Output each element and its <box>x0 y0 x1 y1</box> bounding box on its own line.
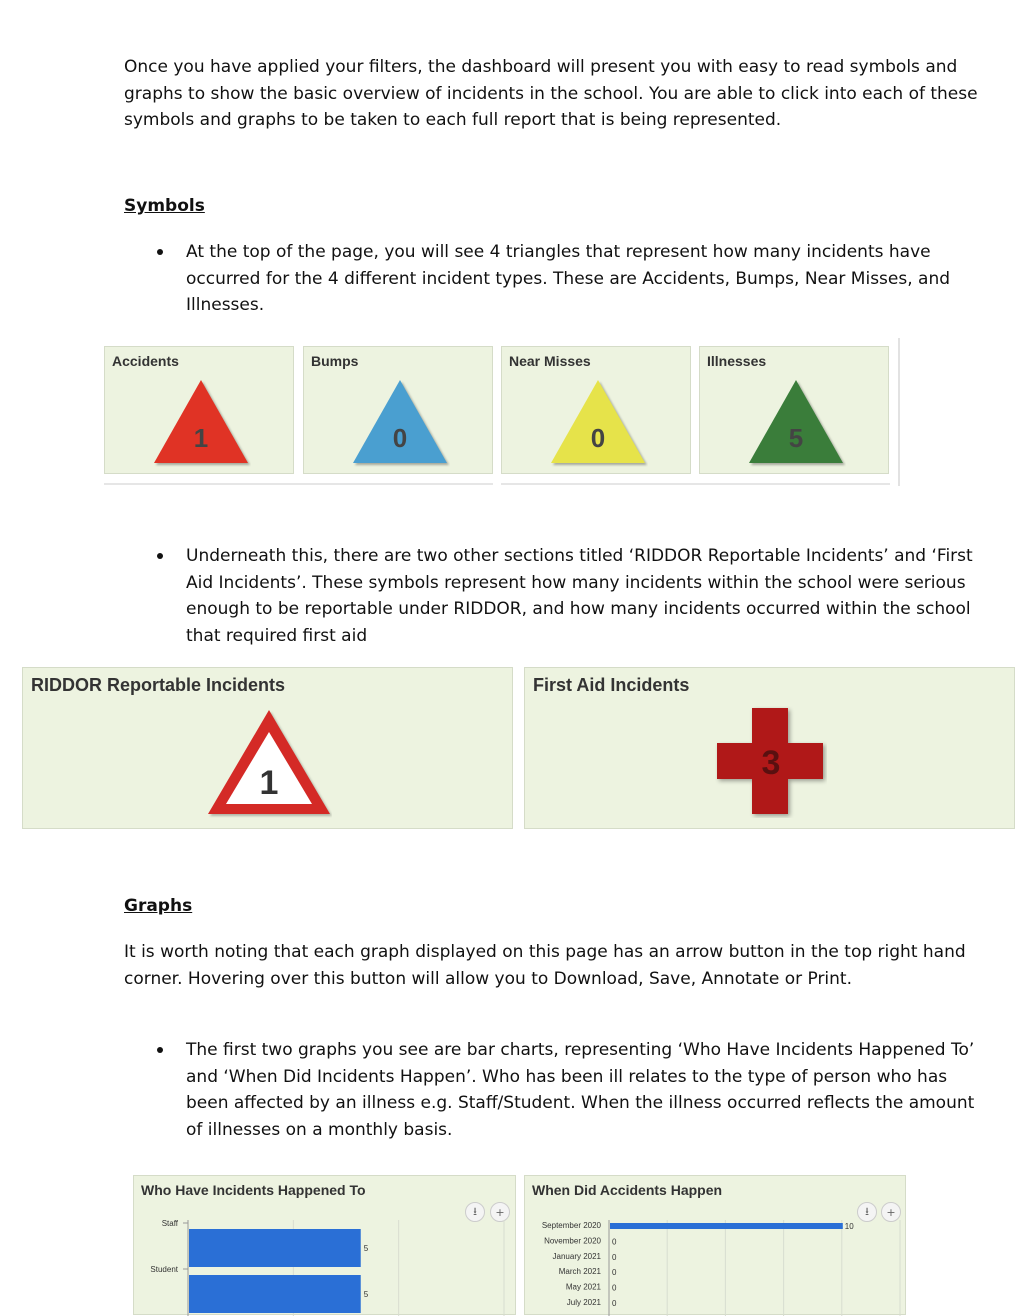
tick-label: Staff <box>161 1219 178 1228</box>
first-aid-panel[interactable] <box>524 667 1015 829</box>
tile-value: 1 <box>193 423 209 453</box>
data-label: 0 <box>612 1299 617 1308</box>
illnesses-tile[interactable] <box>699 346 889 474</box>
bar <box>610 1223 843 1229</box>
bullet-line: The first two graphs you see are bar charts, representing ‘Who Have Incidents Happened To’ <box>186 1040 975 1060</box>
bullet-line: Illnesses. <box>186 295 265 315</box>
tick-label: November 2020 <box>544 1236 601 1246</box>
tile-label: Illnesses <box>707 353 767 369</box>
bullet-line: enough to be reportable under RIDDOR, and how many incidents occurred within the school <box>186 599 971 619</box>
first-aid-title: First Aid Incidents <box>533 675 690 695</box>
tile-label: Accidents <box>112 353 179 369</box>
download-icon[interactable]: ⭳ <box>465 1202 485 1222</box>
near-misses-triangle-icon <box>548 377 648 467</box>
note-line: corner. Hovering over this button will allow you to Download, Save, Annotate or Print. <box>124 968 853 989</box>
tile-value: 0 <box>392 423 408 453</box>
bullet-line: that required first aid <box>186 625 368 646</box>
tile-label: Near Misses <box>509 353 591 369</box>
divider <box>501 483 890 485</box>
symbols-bullet-2 <box>186 543 973 649</box>
first-aid-cross-icon <box>715 706 827 818</box>
divider <box>104 483 493 485</box>
bullet-line: been affected by an illness e.g. Staff/Student. When the illness occurred reflects the amount <box>186 1093 975 1113</box>
bullet-line: At the top of the page, you will see 4 triangles that represent how many incidents have <box>186 242 931 262</box>
tick-label: May 2021 <box>565 1282 601 1292</box>
when-chart <box>525 1216 907 1316</box>
bullet-dot <box>157 1047 163 1053</box>
tick-label: March 2021 <box>558 1267 601 1277</box>
data-label: 0 <box>612 1237 617 1247</box>
warning-triangle-icon <box>206 708 332 818</box>
accidents-tile[interactable] <box>104 346 294 474</box>
intro-line: Once you have applied your filters, the dashboard will present you with easy to read symbols and <box>124 57 958 77</box>
chart-title: When Did Accidents Happen <box>532 1182 723 1198</box>
data-label: 5 <box>363 1244 369 1253</box>
data-label: 0 <box>612 1252 617 1262</box>
data-label: 5 <box>363 1290 369 1299</box>
riddor-value: 1 <box>259 764 279 802</box>
when-chart-panel[interactable] <box>524 1175 906 1315</box>
tick-label: July 2021 <box>566 1298 601 1307</box>
bullet-line: Aid Incidents’. These symbols represent how many incidents within the school were serious <box>186 572 966 593</box>
plus-icon[interactable]: + <box>881 1202 901 1222</box>
bullet-dot <box>157 553 163 559</box>
bullet-line: of illnesses on a monthly basis. <box>186 1119 453 1140</box>
riddor-panel[interactable] <box>22 667 513 829</box>
accidents-triangle-icon <box>151 377 251 467</box>
intro-paragraph <box>124 54 978 134</box>
data-label: 0 <box>612 1268 617 1278</box>
bullet-line: Underneath this, there are two other sections titled ‘RIDDOR Reportable Incidents’ and ‘First <box>186 546 973 566</box>
intro-line: graphs to show the basic overview of incidents in the school. You are able to click into each of these <box>124 83 978 104</box>
tile-value: 0 <box>590 423 606 453</box>
symbols-bullet-1 <box>186 239 950 319</box>
data-label: 10 <box>844 1222 854 1231</box>
download-icon[interactable]: ⭳ <box>857 1202 877 1222</box>
bullet-dot <box>157 249 163 255</box>
tick-label: Student <box>150 1265 178 1274</box>
note-line: It is worth noting that each graph displayed on this page has an arrow button in the top right hand <box>124 942 966 962</box>
graphs-bullet <box>186 1037 974 1143</box>
bullet-line: occurred for the 4 different incident types. These are Accidents, Bumps, Near Misses, and <box>186 268 951 289</box>
data-label: 0 <box>612 1283 617 1293</box>
plus-icon[interactable]: + <box>490 1202 510 1222</box>
near-misses-tile[interactable] <box>501 346 691 474</box>
who-chart <box>134 1216 517 1316</box>
divider <box>898 338 900 486</box>
illnesses-triangle-icon <box>746 377 846 467</box>
tick-label: January 2021 <box>552 1251 601 1261</box>
tile-value: 5 <box>788 423 804 453</box>
bullet-line: and ‘When Did Incidents Happen’. Who has been ill relates to the type of person who has <box>186 1066 948 1087</box>
bar <box>189 1275 361 1313</box>
who-chart-panel[interactable] <box>133 1175 516 1315</box>
bar <box>189 1229 361 1267</box>
chart-title: Who Have Incidents Happened To <box>141 1182 366 1198</box>
graphs-note <box>124 939 966 992</box>
intro-line: symbols and graphs to be taken to each full report that is being represented. <box>124 110 782 130</box>
symbols-heading: Symbols <box>124 196 205 216</box>
bumps-tile[interactable] <box>303 346 493 474</box>
graphs-heading: Graphs <box>124 896 193 916</box>
bumps-triangle-icon <box>350 377 450 467</box>
tick-label: September 2020 <box>541 1221 601 1230</box>
first-aid-value: 3 <box>761 744 781 782</box>
riddor-title: RIDDOR Reportable Incidents <box>31 675 286 695</box>
tile-label: Bumps <box>311 353 359 369</box>
